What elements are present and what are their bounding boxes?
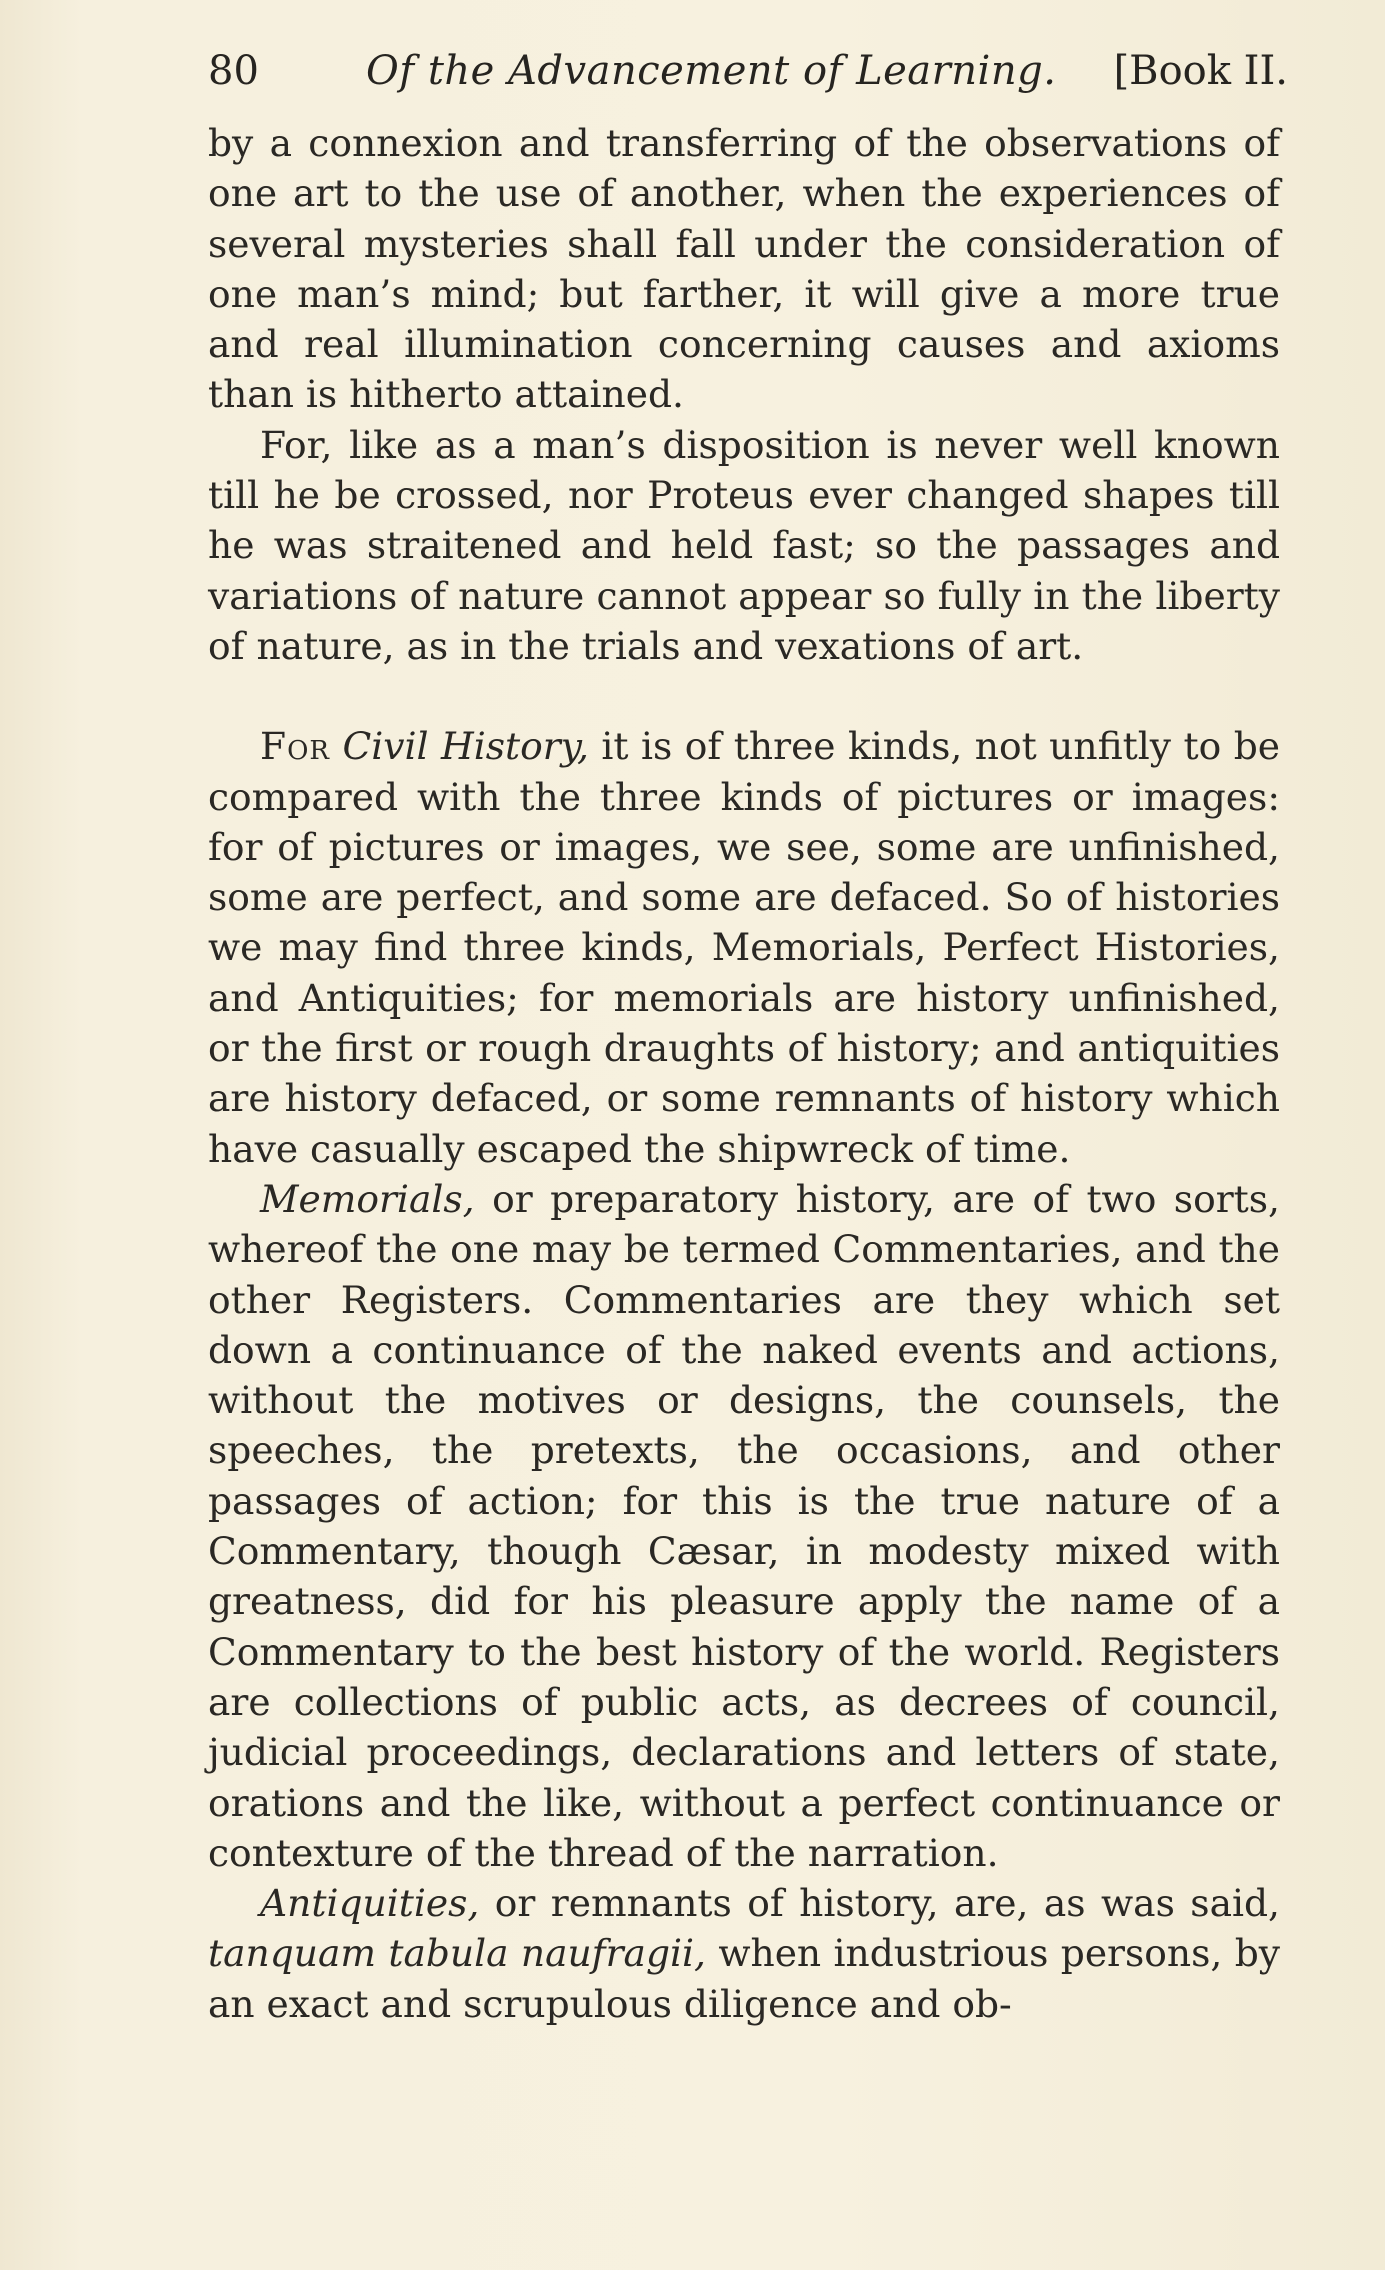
paragraph-5 xyxy=(208,1878,1280,2029)
page-number: 80 xyxy=(208,48,259,94)
paragraph-4 xyxy=(208,1174,1280,1878)
paragraph-3-lead-italic: Civil History, xyxy=(342,724,589,769)
paragraph-4-lead-italic: Memorials, xyxy=(260,1176,475,1221)
section-break xyxy=(208,671,1280,721)
paragraph-3-text: it is of three kinds, not unfitly to be compared with the three kinds of pictures or images: for of pictures or images, we see, some are unfinished, some are perfect, and some are defaced. So of histories we may find three kinds, Memorials, Perfect Histories, and Antiquities; for memorials are history unfinished, or the first or rough draughts of history; and antiquities are history defaced, or some remnants of history which have casually escaped the shipwreck of time. xyxy=(208,724,1280,1171)
paragraph-1-text: by a connexion and transferring of the observations of one art to the use of another, when the experiences of several mysteries shall fall under the consideration of one man’s mind; but farther, it will give a more true and real illumination concerning causes and axioms than is hitherto attained. xyxy=(208,121,1280,417)
running-title: Of the Advancement of Learning. xyxy=(366,48,1057,94)
paragraph-5-text-before-italic: or remnants of history, are, as was said, xyxy=(479,1881,1280,1926)
running-header xyxy=(208,48,1288,108)
paragraph-5-inline-italic: tanquam tabula naufragii, xyxy=(208,1931,706,1976)
paragraph-2-text: For, like as a man’s disposition is never well known till he be crossed, nor Proteus ever changed shapes till he was straitened and held fast; so the passages and variations of nature cannot appear so fully in the liberty of nature, as in the trials and vexations of art. xyxy=(208,422,1280,668)
paragraph-3-lead-smallcaps: For xyxy=(260,724,330,769)
paragraph-1 xyxy=(208,118,1280,420)
body-text xyxy=(208,118,1280,2029)
paragraph-2 xyxy=(208,420,1280,671)
paragraph-5-lead-italic: Antiquities, xyxy=(260,1881,480,1926)
paragraph-5-text: when industrious persons, by an exact and scrupulous diligence and ob- xyxy=(208,1931,1280,2026)
paragraph-3 xyxy=(208,721,1280,1174)
paragraph-4-text: or preparatory history, are of two sorts, whereof the one may be termed Commentaries, and the other Registers. Commentaries are they which set down a continuance of the naked events and actions, without the motives or designs, the counsels, the speeches, the pretexts, the occasions, and other passages of action; for this is the true nature of a Commentary, though Cæsar, in modesty mixed with greatness, did for his pleasure apply the name of a Commentary to the best history of the world. Registers are collections of public acts, as decrees of council, judicial proceedings, declarations and letters of state, orations and the like, without a perfect continuance or contexture of the thread of the narration. xyxy=(208,1176,1280,1875)
book-label: [Book II. xyxy=(1113,48,1288,94)
